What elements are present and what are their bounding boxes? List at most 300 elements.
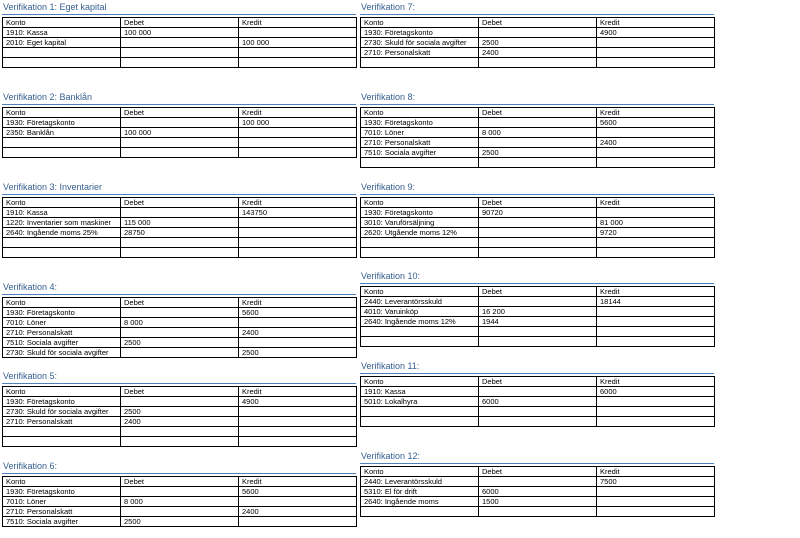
debet-cell: 2500 bbox=[479, 148, 597, 158]
kredit-cell bbox=[239, 338, 357, 348]
verification-title: Verifikation 6: bbox=[3, 461, 58, 471]
konto-cell: 2440: Leverantörsskuld bbox=[361, 477, 479, 487]
konto-cell bbox=[361, 337, 479, 347]
debet-cell bbox=[479, 407, 597, 417]
debet-cell bbox=[479, 297, 597, 307]
kredit-cell bbox=[597, 317, 715, 327]
journal-table bbox=[360, 197, 715, 258]
debet-cell bbox=[479, 28, 597, 38]
table-row bbox=[361, 228, 715, 238]
table-row bbox=[361, 238, 715, 248]
table-row bbox=[3, 28, 357, 38]
konto-cell: 2710: Personalskatt bbox=[361, 48, 479, 58]
debet-cell: 115 000 bbox=[121, 218, 239, 228]
table-row bbox=[361, 477, 715, 487]
table-row bbox=[361, 397, 715, 407]
konto-cell: 1910: Kassa bbox=[3, 28, 121, 38]
title-underline bbox=[360, 104, 714, 105]
konto-cell bbox=[3, 427, 121, 437]
konto-cell bbox=[3, 148, 121, 158]
kredit-cell bbox=[239, 28, 357, 38]
journal-table bbox=[2, 107, 357, 158]
konto-cell bbox=[361, 407, 479, 417]
header-row bbox=[361, 377, 715, 387]
table-row bbox=[361, 58, 715, 68]
konto-cell bbox=[3, 138, 121, 148]
kredit-cell: 81 000 bbox=[597, 218, 715, 228]
konto-cell bbox=[3, 248, 121, 258]
kredit-cell: 5600 bbox=[597, 118, 715, 128]
table-row bbox=[3, 417, 357, 427]
kredit-cell: 5600 bbox=[239, 487, 357, 497]
debet-cell: 90720 bbox=[479, 208, 597, 218]
table-row bbox=[3, 497, 357, 507]
debet-header: Debet bbox=[121, 198, 239, 208]
konto-cell: 5310: El för drift bbox=[361, 487, 479, 497]
konto-cell: 3010: Varuförsäljning bbox=[361, 218, 479, 228]
debet-header: Debet bbox=[479, 287, 597, 297]
konto-cell: 2730: Skuld för sociala avgifter bbox=[3, 348, 121, 358]
kredit-cell bbox=[597, 327, 715, 337]
kredit-cell bbox=[597, 38, 715, 48]
konto-cell: 2710: Personalskatt bbox=[361, 138, 479, 148]
table-row bbox=[361, 317, 715, 327]
title-underline bbox=[2, 194, 356, 195]
verification-title: Verifikation 11: bbox=[361, 361, 420, 371]
table-row bbox=[3, 338, 357, 348]
kredit-header: Kredit bbox=[597, 108, 715, 118]
verification-title: Verifikation 3: Inventarier bbox=[3, 182, 103, 192]
debet-cell bbox=[479, 58, 597, 68]
kredit-cell: 9720 bbox=[597, 228, 715, 238]
konto-cell bbox=[361, 238, 479, 248]
konto-cell bbox=[361, 58, 479, 68]
konto-header: Konto bbox=[3, 18, 121, 28]
table-row bbox=[3, 407, 357, 417]
debet-cell: 8 000 bbox=[121, 318, 239, 328]
verification-title: Verifikation 7: bbox=[361, 2, 416, 12]
table-row bbox=[3, 328, 357, 338]
table-row bbox=[3, 128, 357, 138]
table-row bbox=[361, 387, 715, 397]
journal-table bbox=[2, 197, 357, 258]
debet-cell: 28750 bbox=[121, 228, 239, 238]
header-row bbox=[3, 387, 357, 397]
kredit-cell bbox=[597, 48, 715, 58]
kredit-header: Kredit bbox=[597, 467, 715, 477]
konto-cell: 7510: Sociala avgifter bbox=[3, 517, 121, 527]
table-row bbox=[361, 487, 715, 497]
konto-header: Konto bbox=[3, 477, 121, 487]
kredit-header: Kredit bbox=[239, 298, 357, 308]
kredit-cell: 6000 bbox=[597, 387, 715, 397]
kredit-cell: 143750 bbox=[239, 208, 357, 218]
kredit-cell bbox=[597, 128, 715, 138]
table-row bbox=[361, 327, 715, 337]
konto-cell: 2640: Ingående moms 12% bbox=[361, 317, 479, 327]
debet-cell: 8 000 bbox=[479, 128, 597, 138]
konto-cell: 2440: Leverantörsskuld bbox=[361, 297, 479, 307]
konto-cell bbox=[361, 248, 479, 258]
kredit-cell: 2400 bbox=[597, 138, 715, 148]
kredit-cell bbox=[239, 407, 357, 417]
konto-cell: 1220: Inventarier som maskiner bbox=[3, 218, 121, 228]
kredit-cell: 2500 bbox=[239, 348, 357, 358]
table-row bbox=[3, 58, 357, 68]
header-row bbox=[3, 198, 357, 208]
table-row bbox=[3, 248, 357, 258]
konto-header: Konto bbox=[3, 298, 121, 308]
kredit-cell bbox=[239, 148, 357, 158]
verification-2 bbox=[2, 92, 356, 158]
kredit-cell: 2400 bbox=[239, 507, 357, 517]
debet-cell bbox=[479, 248, 597, 258]
journal-table bbox=[360, 17, 715, 68]
debet-cell bbox=[479, 387, 597, 397]
konto-header: Konto bbox=[361, 377, 479, 387]
debet-cell bbox=[121, 437, 239, 447]
kredit-cell bbox=[597, 208, 715, 218]
debet-header: Debet bbox=[121, 387, 239, 397]
debet-cell bbox=[121, 348, 239, 358]
table-row bbox=[361, 307, 715, 317]
kredit-cell bbox=[239, 437, 357, 447]
kredit-cell bbox=[597, 507, 715, 517]
table-row bbox=[3, 308, 357, 318]
debet-cell bbox=[121, 48, 239, 58]
konto-cell: 2640: Ingående moms 25% bbox=[3, 228, 121, 238]
kredit-header: Kredit bbox=[239, 198, 357, 208]
konto-cell bbox=[361, 327, 479, 337]
konto-cell: 2710: Personalskatt bbox=[3, 328, 121, 338]
debet-cell bbox=[121, 308, 239, 318]
verification-title: Verifikation 9: bbox=[361, 182, 416, 192]
header-row bbox=[3, 18, 357, 28]
konto-cell: 2620: Utgående moms 12% bbox=[361, 228, 479, 238]
konto-cell bbox=[3, 58, 121, 68]
kredit-cell bbox=[597, 158, 715, 168]
table-row bbox=[361, 248, 715, 258]
debet-cell bbox=[479, 138, 597, 148]
debet-cell bbox=[479, 228, 597, 238]
kredit-cell bbox=[239, 318, 357, 328]
konto-cell: 7510: Sociala avgifter bbox=[3, 338, 121, 348]
konto-cell: 7510: Sociala avgifter bbox=[361, 148, 479, 158]
kredit-cell bbox=[239, 497, 357, 507]
kredit-cell: 100 000 bbox=[239, 118, 357, 128]
table-row bbox=[3, 208, 357, 218]
kredit-cell bbox=[239, 58, 357, 68]
kredit-cell bbox=[597, 238, 715, 248]
title-underline bbox=[360, 194, 714, 195]
debet-cell bbox=[479, 118, 597, 128]
debet-cell: 2500 bbox=[121, 517, 239, 527]
debet-cell: 2400 bbox=[479, 48, 597, 58]
header-row bbox=[361, 287, 715, 297]
kredit-header: Kredit bbox=[597, 18, 715, 28]
debet-cell: 2500 bbox=[121, 338, 239, 348]
kredit-cell: 4900 bbox=[597, 28, 715, 38]
kredit-cell bbox=[239, 48, 357, 58]
debet-cell bbox=[479, 417, 597, 427]
kredit-cell bbox=[239, 427, 357, 437]
debet-header: Debet bbox=[479, 467, 597, 477]
debet-cell: 100 000 bbox=[121, 128, 239, 138]
konto-cell bbox=[361, 507, 479, 517]
debet-cell bbox=[121, 58, 239, 68]
table-row bbox=[361, 138, 715, 148]
kredit-header: Kredit bbox=[239, 477, 357, 487]
konto-cell bbox=[361, 417, 479, 427]
konto-cell: 1930: Företagskonto bbox=[3, 487, 121, 497]
debet-cell bbox=[479, 327, 597, 337]
kredit-cell bbox=[239, 248, 357, 258]
table-row bbox=[361, 297, 715, 307]
table-row bbox=[361, 38, 715, 48]
debet-cell bbox=[479, 507, 597, 517]
kredit-cell: 100 000 bbox=[239, 38, 357, 48]
kredit-header: Kredit bbox=[597, 377, 715, 387]
verification-11 bbox=[360, 361, 714, 427]
table-row bbox=[3, 487, 357, 497]
konto-header: Konto bbox=[3, 387, 121, 397]
debet-cell bbox=[121, 208, 239, 218]
debet-cell bbox=[479, 218, 597, 228]
kredit-cell: 5600 bbox=[239, 308, 357, 318]
debet-cell: 8 000 bbox=[121, 497, 239, 507]
table-row bbox=[361, 208, 715, 218]
title-underline bbox=[360, 283, 714, 284]
debet-cell bbox=[121, 238, 239, 248]
header-row bbox=[361, 18, 715, 28]
table-row bbox=[3, 507, 357, 517]
debet-cell bbox=[121, 248, 239, 258]
table-row bbox=[361, 407, 715, 417]
table-row bbox=[3, 318, 357, 328]
debet-cell bbox=[121, 397, 239, 407]
debet-cell bbox=[121, 487, 239, 497]
verification-title: Verifikation 10: bbox=[361, 271, 421, 281]
konto-cell: 1930: Företagskonto bbox=[361, 118, 479, 128]
kredit-header: Kredit bbox=[239, 387, 357, 397]
table-row bbox=[3, 38, 357, 48]
konto-cell: 5010: Lokalhyra bbox=[361, 397, 479, 407]
verification-12 bbox=[360, 451, 714, 517]
konto-cell: 2730: Skuld för sociala avgifter bbox=[3, 407, 121, 417]
title-underline bbox=[2, 383, 356, 384]
table-row bbox=[3, 427, 357, 437]
title-underline bbox=[2, 473, 356, 474]
header-row bbox=[3, 108, 357, 118]
kredit-cell bbox=[597, 407, 715, 417]
table-row bbox=[361, 417, 715, 427]
table-row bbox=[361, 218, 715, 228]
konto-cell: 2010: Eget kapital bbox=[3, 38, 121, 48]
kredit-cell bbox=[597, 148, 715, 158]
header-row bbox=[3, 477, 357, 487]
debet-header: Debet bbox=[121, 18, 239, 28]
kredit-cell bbox=[239, 218, 357, 228]
konto-header: Konto bbox=[361, 467, 479, 477]
debet-header: Debet bbox=[121, 298, 239, 308]
debet-cell bbox=[121, 138, 239, 148]
debet-header: Debet bbox=[121, 477, 239, 487]
table-row bbox=[3, 48, 357, 58]
table-row bbox=[361, 118, 715, 128]
kredit-cell bbox=[597, 487, 715, 497]
konto-cell: 1930: Företagskonto bbox=[361, 208, 479, 218]
journal-table bbox=[360, 286, 715, 347]
konto-cell bbox=[3, 48, 121, 58]
debet-cell bbox=[121, 148, 239, 158]
verification-title: Verifikation 8: bbox=[361, 92, 416, 102]
table-row bbox=[361, 48, 715, 58]
debet-cell: 100 000 bbox=[121, 28, 239, 38]
kredit-cell bbox=[239, 138, 357, 148]
debet-cell bbox=[121, 427, 239, 437]
konto-cell bbox=[3, 238, 121, 248]
table-row bbox=[361, 497, 715, 507]
kredit-cell: 4900 bbox=[239, 397, 357, 407]
debet-cell bbox=[121, 507, 239, 517]
table-row bbox=[3, 118, 357, 128]
konto-cell: 1910: Kassa bbox=[3, 208, 121, 218]
table-row bbox=[361, 337, 715, 347]
konto-header: Konto bbox=[361, 18, 479, 28]
konto-cell: 1930: Företagskonto bbox=[3, 397, 121, 407]
debet-header: Debet bbox=[479, 108, 597, 118]
kredit-cell bbox=[239, 128, 357, 138]
debet-cell bbox=[479, 337, 597, 347]
kredit-cell: 18144 bbox=[597, 297, 715, 307]
verification-3 bbox=[2, 182, 356, 258]
konto-cell: 1930: Företagskonto bbox=[3, 308, 121, 318]
journal-table bbox=[2, 17, 357, 68]
verification-5 bbox=[2, 371, 356, 447]
journal-table bbox=[360, 376, 715, 427]
header-row bbox=[3, 298, 357, 308]
konto-cell: 7010: Löner bbox=[3, 497, 121, 507]
debet-cell: 6000 bbox=[479, 397, 597, 407]
verification-6 bbox=[2, 461, 356, 527]
konto-cell: 1930: Företagskonto bbox=[3, 118, 121, 128]
table-row bbox=[3, 238, 357, 248]
konto-header: Konto bbox=[361, 198, 479, 208]
title-underline bbox=[360, 373, 714, 374]
debet-cell: 6000 bbox=[479, 487, 597, 497]
konto-header: Konto bbox=[3, 108, 121, 118]
debet-header: Debet bbox=[479, 377, 597, 387]
title-underline bbox=[2, 104, 356, 105]
debet-cell bbox=[479, 158, 597, 168]
debet-cell: 16 200 bbox=[479, 307, 597, 317]
journal-table bbox=[360, 107, 715, 168]
konto-cell: 2710: Personalskatt bbox=[3, 507, 121, 517]
table-row bbox=[3, 228, 357, 238]
table-row bbox=[3, 148, 357, 158]
debet-cell: 1500 bbox=[479, 497, 597, 507]
kredit-cell bbox=[597, 58, 715, 68]
konto-cell: 2640: Ingående moms bbox=[361, 497, 479, 507]
kredit-cell bbox=[597, 248, 715, 258]
kredit-cell bbox=[597, 397, 715, 407]
konto-cell: 1910: Kassa bbox=[361, 387, 479, 397]
debet-cell bbox=[121, 38, 239, 48]
konto-cell: 2730: Skuld för sociala avgifter bbox=[361, 38, 479, 48]
table-row bbox=[361, 148, 715, 158]
verification-title: Verifikation 2: Banklån bbox=[3, 92, 93, 102]
kredit-cell bbox=[597, 417, 715, 427]
header-row bbox=[361, 467, 715, 477]
journal-table bbox=[360, 466, 715, 517]
title-underline bbox=[360, 463, 714, 464]
konto-cell bbox=[361, 158, 479, 168]
debet-cell bbox=[121, 328, 239, 338]
verification-10 bbox=[360, 271, 714, 347]
table-row bbox=[3, 348, 357, 358]
kredit-cell: 2400 bbox=[239, 328, 357, 338]
verification-title: Verifikation 4: bbox=[3, 282, 58, 292]
table-row bbox=[361, 128, 715, 138]
table-row bbox=[361, 507, 715, 517]
kredit-cell bbox=[239, 517, 357, 527]
konto-cell: 1930: Företagskonto bbox=[361, 28, 479, 38]
debet-cell: 2500 bbox=[121, 407, 239, 417]
konto-cell: 4010: Varuinköp bbox=[361, 307, 479, 317]
konto-cell bbox=[3, 437, 121, 447]
verification-title: Verifikation 12: bbox=[361, 451, 421, 461]
header-row bbox=[361, 198, 715, 208]
table-row bbox=[3, 397, 357, 407]
table-row bbox=[3, 138, 357, 148]
konto-header: Konto bbox=[361, 287, 479, 297]
title-underline bbox=[2, 14, 356, 15]
debet-cell: 1944 bbox=[479, 317, 597, 327]
konto-cell: 7010: Löner bbox=[361, 128, 479, 138]
table-row bbox=[361, 28, 715, 38]
verification-title: Verifikation 5: bbox=[3, 371, 58, 381]
verification-8 bbox=[360, 92, 714, 168]
debet-cell bbox=[479, 238, 597, 248]
konto-cell: 2710: Personalskatt bbox=[3, 417, 121, 427]
kredit-cell bbox=[597, 307, 715, 317]
konto-header: Konto bbox=[3, 198, 121, 208]
debet-header: Debet bbox=[479, 198, 597, 208]
journal-table bbox=[2, 297, 357, 358]
table-row bbox=[361, 158, 715, 168]
debet-header: Debet bbox=[479, 18, 597, 28]
kredit-cell bbox=[597, 497, 715, 507]
debet-cell bbox=[479, 477, 597, 487]
journal-table bbox=[2, 386, 357, 447]
kredit-cell bbox=[239, 417, 357, 427]
table-row bbox=[3, 218, 357, 228]
kredit-cell bbox=[239, 238, 357, 248]
debet-header: Debet bbox=[121, 108, 239, 118]
kredit-header: Kredit bbox=[239, 108, 357, 118]
verification-4 bbox=[2, 282, 356, 358]
konto-cell: 7010: Löner bbox=[3, 318, 121, 328]
kredit-header: Kredit bbox=[597, 287, 715, 297]
title-underline bbox=[2, 294, 356, 295]
debet-cell: 2400 bbox=[121, 417, 239, 427]
debet-cell bbox=[121, 118, 239, 128]
kredit-header: Kredit bbox=[239, 18, 357, 28]
debet-cell: 2500 bbox=[479, 38, 597, 48]
kredit-cell bbox=[597, 337, 715, 347]
verification-title: Verifikation 1: Eget kapital bbox=[3, 2, 107, 12]
journal-table bbox=[2, 476, 357, 527]
